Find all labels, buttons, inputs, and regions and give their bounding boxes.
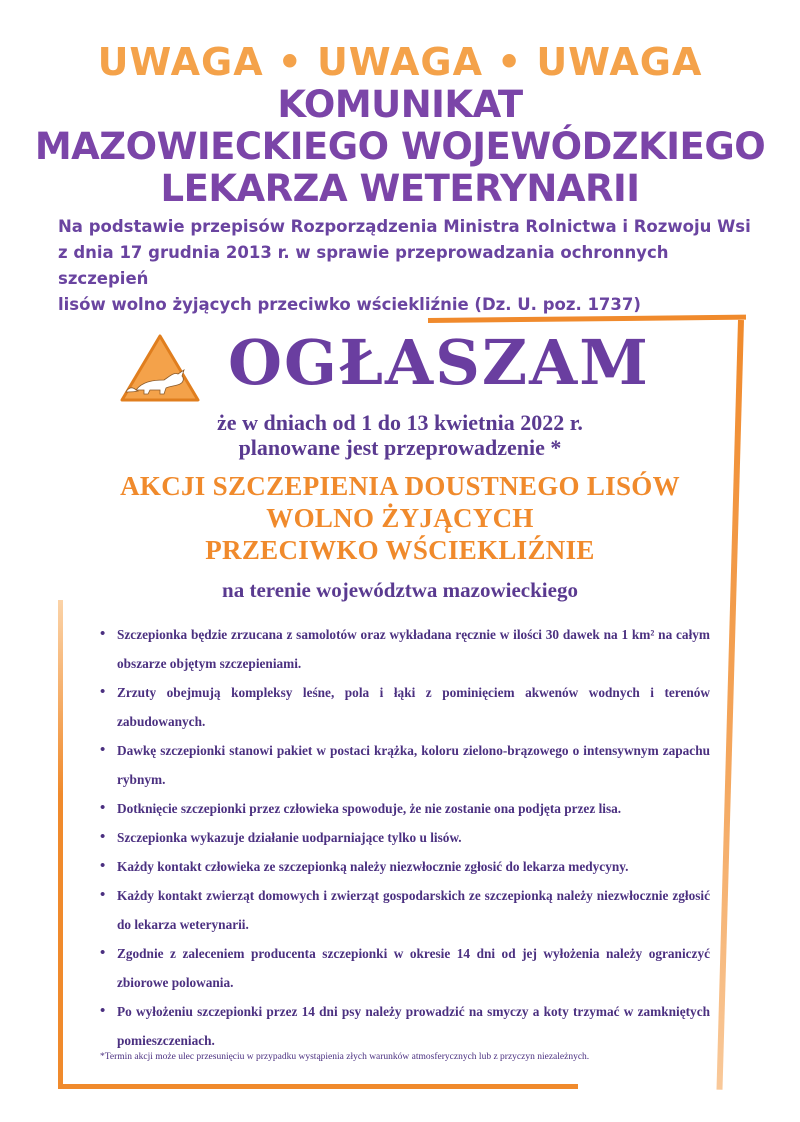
uwaga-word: UWAGA: [97, 40, 264, 84]
action-line: PRZECIWKO WŚCIEKLIŹNIE: [205, 535, 595, 565]
title-line: LEKARZA WETERYNARII: [160, 167, 640, 210]
list-item: • Szczepionka będzie zrzucana z samolotów oraz wykładana ręcznie w ilości 30 dawek na 1 km² na całym obszarze objętym szczepieniami.: [100, 620, 710, 678]
intro-line: lisów wolno żyjących przeciwko wściekliźnie (Dz. U. poz. 1737): [58, 295, 641, 314]
list-item: • Po wyłożeniu szczepionki przez 14 dni psy należy prowadzić na smyczy a koty trzymać w zamkniętych pomieszczeniach.: [100, 997, 710, 1055]
fox-warning-sign-icon: [118, 332, 202, 404]
legal-basis-intro: [58, 214, 758, 318]
list-item: • Dotknięcie szczepionki przez człowieka spowoduje, że nie zostanie ona podjęta przez lisa.: [100, 794, 710, 823]
date-line: że w dniach od 1 do 13 kwietnia 2022 r.: [217, 410, 583, 435]
action-title: [0, 470, 800, 566]
list-item: • Szczepionka wykazuje działanie uodparniające tylko u lisów.: [100, 823, 710, 852]
area-subtitle: na terenie województwa mazowieckiego: [222, 578, 578, 602]
info-list: [100, 620, 710, 1055]
action-line: WOLNO ŻYJĄCYCH: [266, 503, 534, 533]
uwaga-separator: •: [277, 40, 303, 84]
intro-line: z dnia 17 grudnia 2013 r. w sprawie przeprowadzania ochronnych szczepień: [58, 243, 669, 288]
frame-bottom-border: [58, 1084, 578, 1089]
list-item: • Dawkę szczepionki stanowi pakiet w postaci krążka, koloru zielono-brązowego o intensywnym zapachu rybnym.: [100, 736, 710, 794]
announcement-heading: OGŁASZAM: [228, 326, 650, 399]
title-line: KOMUNIKAT: [277, 83, 523, 126]
list-item: • Każdy kontakt człowieka ze szczepionką należy niezwłocznie zgłosić do lekarza medycyny.: [100, 852, 710, 881]
frame-left-border: [58, 600, 63, 1088]
list-item: • Zgodnie z zaleceniem producenta szczepionki w okresie 14 dni od jej wyłożenia należy ograniczyć zbiorowe polowania.: [100, 939, 710, 997]
list-item: • Zrzuty obejmują kompleksy leśne, pola i łąki z pominięciem akwenów wodnych i terenów zabudowanych.: [100, 678, 710, 736]
footnote: *Termin akcji może ulec przesunięciu w przypadku wystąpienia złych warunków atmosferycznych lub z przyczyn niezależnych.: [100, 1052, 590, 1062]
uwaga-banner: [0, 40, 800, 84]
date-line: planowane jest przeprowadzenie *: [238, 435, 562, 460]
uwaga-word: UWAGA: [536, 40, 703, 84]
uwaga-separator: •: [497, 40, 523, 84]
uwaga-word: UWAGA: [316, 40, 484, 84]
title-line: MAZOWIECKIEGO WOJEWÓDZKIEGO: [34, 125, 766, 168]
intro-line: Na podstawie przepisów Rozporządzenia Ministra Rolnictwa i Rozwoju Wsi: [58, 217, 751, 236]
date-statement: [0, 410, 800, 460]
list-item: • Każdy kontakt zwierząt domowych i zwierząt gospodarskich ze szczepionką należy niezwłocznie zgłosić do lekarza weterynarii.: [100, 881, 710, 939]
action-line: AKCJI SZCZEPIENIA DOUSTNEGO LISÓW: [120, 471, 680, 501]
